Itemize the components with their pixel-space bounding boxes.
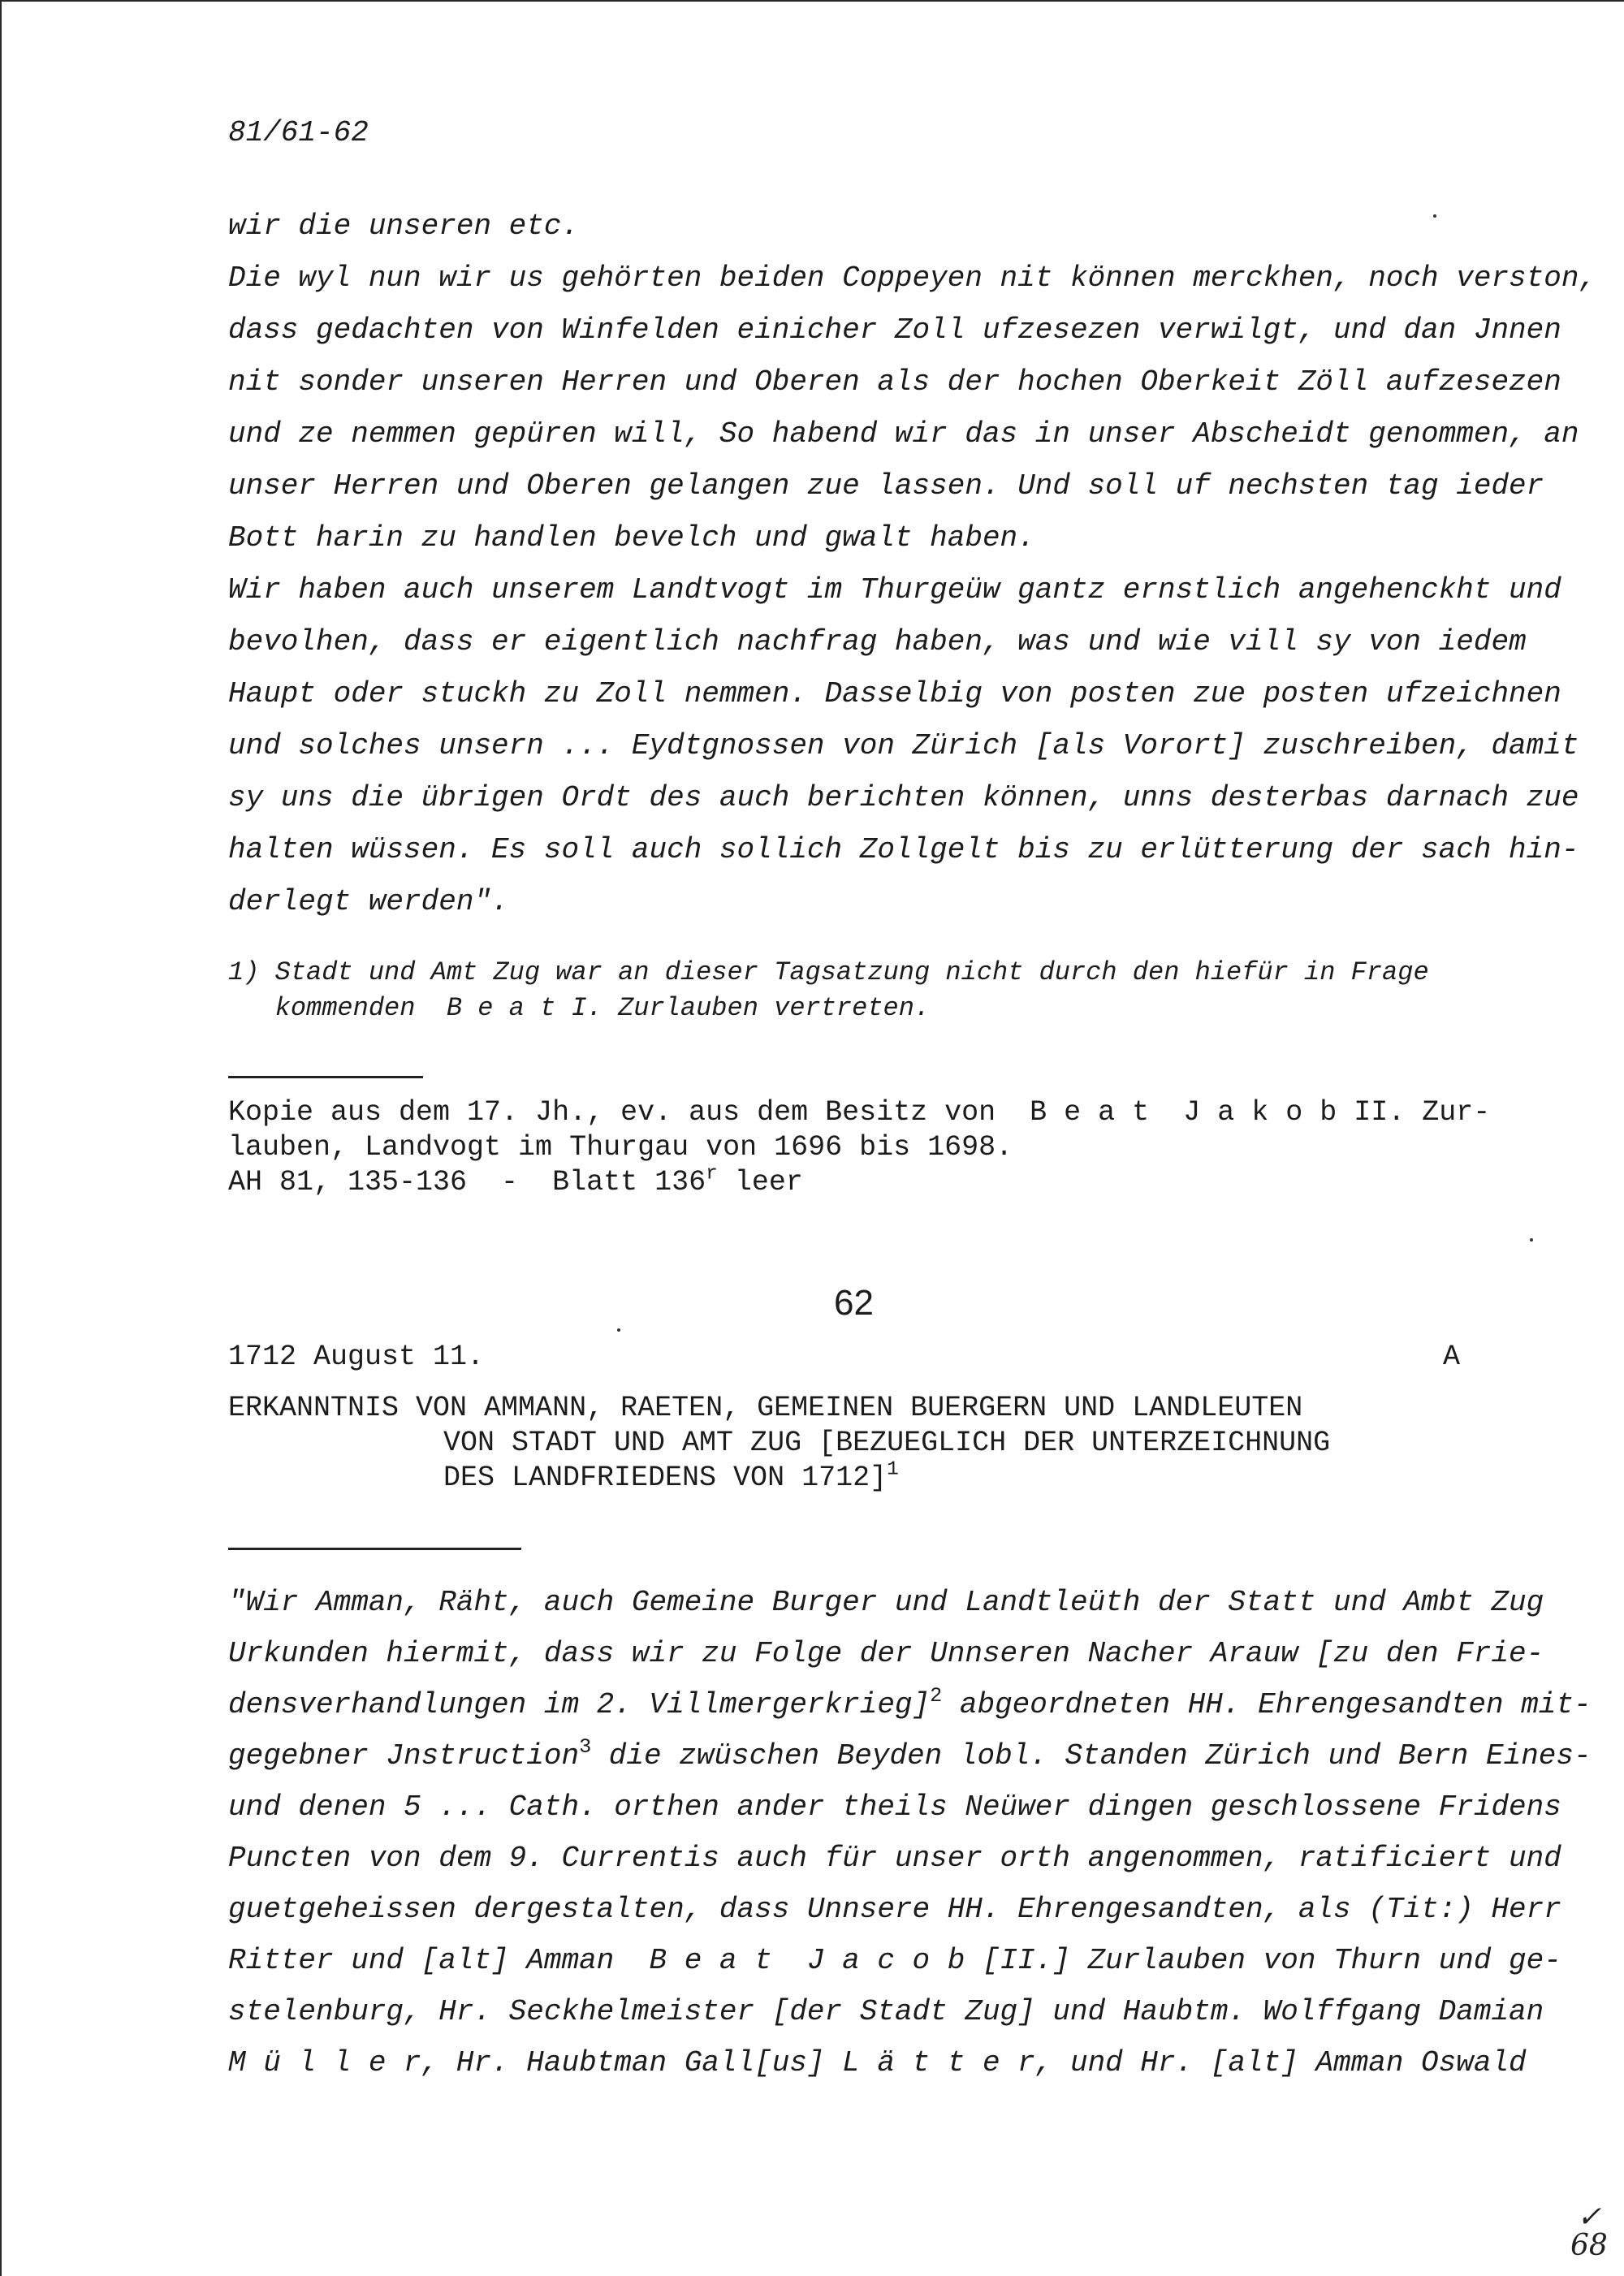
text-line: gegebner Jnstruction$^3$ die zwüschen Beyden lobl. Standen Zürich und Bern Eines- (228, 1735, 1592, 1773)
scan-speck (1530, 1238, 1533, 1242)
text-line: "Wir Amman, Räht, auch Gemeine Burger und Landtleüth der Statt und Ambt Zug (228, 1586, 1544, 1619)
scan-edge-left (0, 0, 2, 2276)
page-reference: 81/61-62 (228, 116, 369, 149)
heading-line: DES LANDFRIEDENS VON 1712]$^1$ (443, 1458, 899, 1494)
text-line: unser Herren und Oberen gelangen zue lassen. Und soll uf nechsten tag ieder (228, 469, 1544, 503)
text-line: halten wüssen. Es soll auch sollich Zollgelt bis zu erlütterung der sach hin- (228, 833, 1579, 866)
text-line: Die wyl nun wir us gehörten beiden Coppeyen nit können merckhen, noch verston, (228, 261, 1597, 295)
text-line: Wir haben auch unserem Landtvogt im Thurgeüw gantz ernstlich angehenckht und (228, 573, 1561, 607)
text-line: wir die unseren etc. (228, 209, 580, 243)
source-line: AH 81, 135-136 - Blatt 136$^r$ leer (228, 1163, 803, 1198)
scan-speck (617, 1328, 620, 1332)
heading-line: VON STADT UND AMT ZUG [BEZUEGLICH DER UNTERZEICHNUNG (443, 1427, 1331, 1459)
text-line: dass gedachten von Winfelden einicher Zoll ufzesezen verwilgt, und dan Jnnen (228, 313, 1561, 347)
scan-speck (1433, 214, 1436, 218)
heading-line: ERKANNTNIS VON AMMANN, RAETEN, GEMEINEN BUERGERN UND LANDLEUTEN (228, 1392, 1303, 1424)
footnote-separator (228, 1076, 423, 1078)
source-line: lauben, Landvogt im Thurgau von 1696 bis 1698. (228, 1131, 1013, 1164)
handwritten-page-number: 68 (1570, 2229, 1608, 2262)
scan-edge-top (0, 0, 1624, 2)
text-line: derlegt werden". (228, 885, 509, 918)
source-line: Kopie aus dem 17. Jh., ev. aus dem Besitz von B e a t J a k o b II. Zur- (228, 1096, 1491, 1129)
text-line: Ritter und [alt] Amman B e a t J a c o b [II.] Zurlauben von Thurn und ge- (228, 1944, 1561, 1977)
text-line: und ze nemmen gepüren will, So habend wir das in unser Abscheidt genommen, an (228, 417, 1579, 451)
text-line: M ü l l e r, Hr. Haubtman Gall[us] L ä t t e r, und Hr. [alt] Amman Oswald (228, 2046, 1527, 2079)
text-line: und solches unsern ... Eydtgnossen von Zürich [als Vorort] zuschreiben, damit (228, 729, 1579, 762)
document-number: 62 (834, 1283, 874, 1323)
text-line: nit sonder unseren Herren und Oberen als der hochen Oberkeit Zöll aufzesezen (228, 365, 1561, 399)
text-line: sy uns die übrigen Ordt des auch berichten können, unns desterbas darnach zue (228, 781, 1579, 814)
heading-separator (228, 1548, 521, 1550)
footnote-line: 1) Stadt und Amt Zug war an dieser Tagsatzung nicht durch den hiefür in Frage (228, 957, 1429, 987)
text-line: guetgeheissen dergestalten, dass Unnsere HH. Ehrengesandten, als (Tit:) Herr (228, 1893, 1561, 1926)
text-line: bevolhen, dass er eigentlich nachfrag haben, was und wie vill sy von iedem (228, 625, 1527, 659)
document-marker: A (1443, 1341, 1461, 1373)
text-line: Urkunden hiermit, dass wir zu Folge der Unnseren Nacher Arauw [zu den Frie- (228, 1637, 1544, 1670)
handwritten-checkmark-icon: ✓ (1577, 2200, 1602, 2234)
text-line: Bott harin zu handlen bevelch und gwalt haben. (228, 521, 1035, 555)
footnote-line: kommenden B e a t I. Zurlauben vertreten. (228, 993, 931, 1023)
text-line: und denen 5 ... Cath. orthen ander theils Neüwer dingen geschlossene Fridens (228, 1790, 1561, 1824)
text-line: Puncten von dem 9. Currentis auch für unser orth angenommen, ratificiert und (228, 1842, 1561, 1875)
text-line: densverhandlungen im 2. Villmergerkrieg]$^2$ abgeordneten HH. Ehrengesandten mit- (228, 1684, 1592, 1721)
text-line: Haupt oder stuckh zu Zoll nemmen. Dasselbig von posten zue posten ufzeichnen (228, 677, 1561, 710)
text-line: stelenburg, Hr. Seckhelmeister [der Stadt Zug] und Haubtm. Wolffgang Damian (228, 1995, 1544, 2028)
document-date: 1712 August 11. (228, 1341, 485, 1373)
